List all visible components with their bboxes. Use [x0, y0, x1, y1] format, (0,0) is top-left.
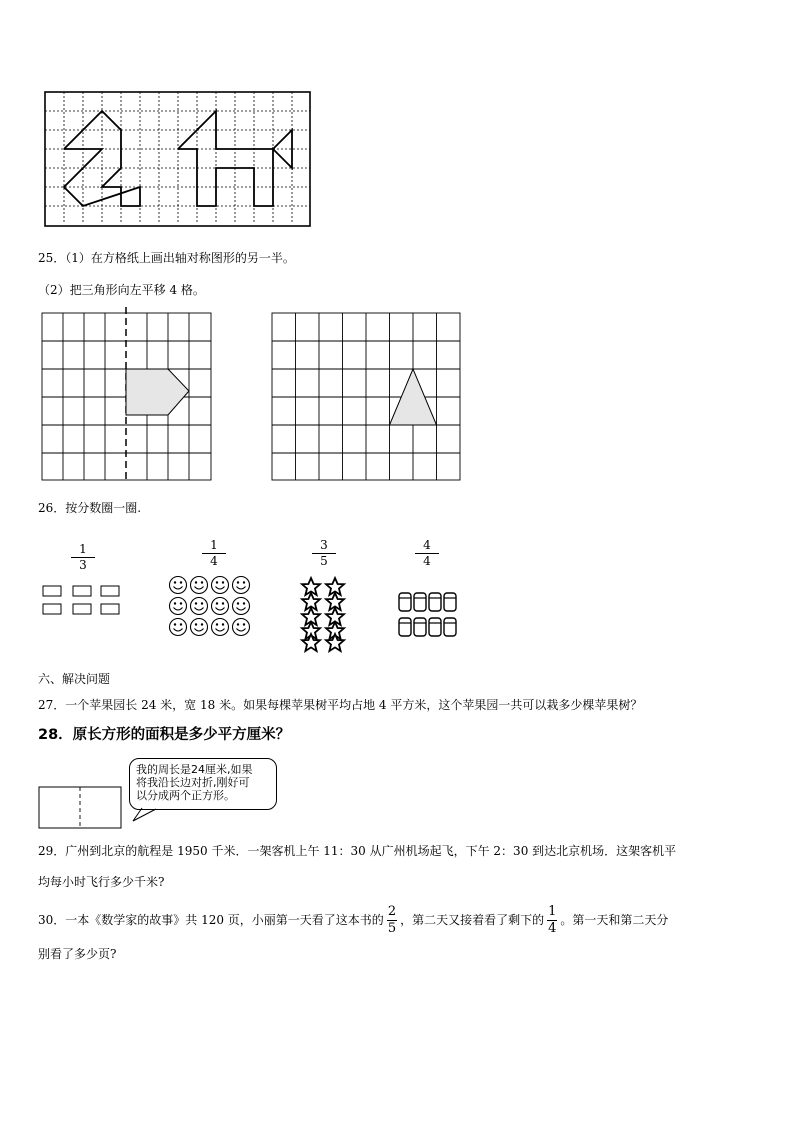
q26-text: 26．按分数圈一圈. [38, 501, 142, 515]
symmetry-grid [42, 313, 214, 483]
q27-text: 27．一个苹果园长 24 米，宽 18 米。如果每棵苹果树平均占地 4 平方米，这个苹果园一共可以栽多少棵苹果树？ [38, 698, 643, 712]
translation-grid [272, 313, 462, 483]
stars-group [298, 577, 350, 651]
bubble-line: 以分成两个正方形。 [136, 789, 235, 802]
section-title: 六、解决问题 [38, 672, 111, 686]
fraction-label: 4 4 [415, 538, 439, 569]
fraction-two-fifths: $\frac{2}{5}$ [387, 904, 397, 936]
q30-line1: 30．一本《数学家的故事》共 120 页，小丽第一天看了这本书的 $\frac{2}{5}$ ，第二天又接着看了剩下的 $\frac{1}{4}$ 。第一天和第二天分 [38, 904, 669, 936]
q25-part1: 25．（1）在方格纸上画出轴对称图形的另一半。 [38, 251, 295, 265]
fraction-label: 3 5 [312, 538, 336, 569]
fraction-one-quarter: $\frac{1}{4}$ [548, 904, 557, 936]
speech-bubble [129, 758, 277, 810]
folded-rectangle [38, 786, 124, 830]
grid-lines [45, 92, 310, 224]
q30-line2: 别看了多少页? [38, 947, 117, 961]
q29-line2: 均每小时飞行多少千米? [38, 875, 165, 889]
half-shape [126, 369, 189, 415]
cylinders-group [397, 591, 461, 641]
top-grid-figure [40, 88, 320, 233]
bubble-line: 我的周长是24厘米,如果 [136, 763, 253, 776]
fraction-label: 1 3 [71, 542, 95, 573]
rectangles-group [42, 585, 122, 617]
smileys-group [168, 575, 254, 637]
q29-line1: 29．广州到北京的航程是 1950 千米．一架客机上午 11：30 从广州机场起飞，下午 2：30 到达北京机场．这架客机平 [38, 844, 677, 858]
fraction-label: 1 4 [202, 538, 226, 569]
q28-text: 28．原长方形的面积是多少平方厘米？ [38, 727, 291, 743]
q25-part2: （2）把三角形向左平移 4 格。 [38, 283, 205, 297]
bubble-line: 将我沿长边对折,刚好可 [136, 776, 250, 789]
